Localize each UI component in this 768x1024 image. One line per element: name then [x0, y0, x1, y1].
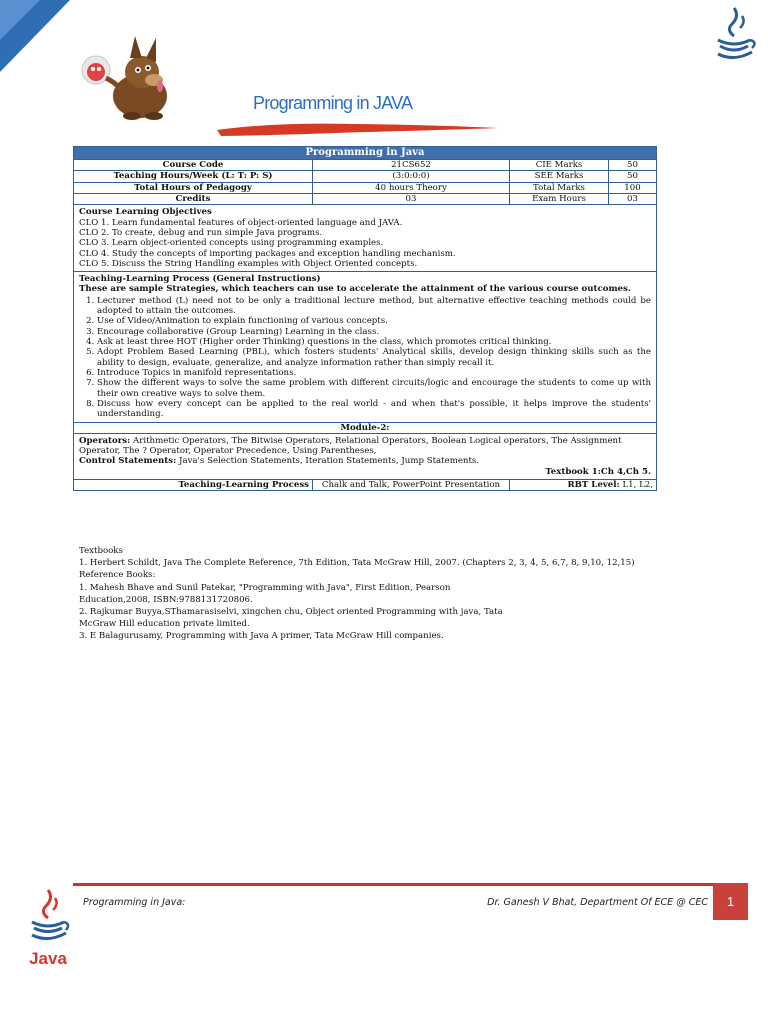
page-number: 1 [713, 883, 748, 920]
clo-item: CLO 3. Learn object-oriented concepts using programming examples. [79, 238, 384, 249]
footer-divider [73, 883, 713, 886]
course-table [73, 146, 657, 491]
tlp-item: 8. Discuss how every concept can be applied to the real world - and when that's possible, it helps improve the students' understanding. [97, 399, 651, 420]
tlp-item: 4. Ask at least three HOT (Higher order Thinking) questions in the class, which promotes critical thinking. [97, 337, 651, 347]
java-logo-icon [710, 4, 760, 64]
control-label: Control Statements: [79, 456, 177, 467]
row-label: Credits [74, 193, 313, 204]
table-row [74, 182, 657, 193]
reference-line: 2. Rajkumar Buyya,SThamarasiselvi, xingchen chu, Object oriented Programming with java, Tata [79, 607, 503, 618]
row-key-value: 100 [609, 182, 657, 193]
row-key-value: 50 [609, 160, 657, 171]
page-title: Programming in JAVA [253, 93, 413, 113]
row-key: Exam Hours [510, 193, 609, 204]
tlp-item: 7. Show the different ways to solve the same problem with different circuits/logic and encourage the students to come up with their own creative ways to solve them. [97, 378, 651, 399]
tlp-item: 1. Lecturer method (L) need not to be only a traditional lecture method, but alternative effective teaching methods could be adopted to attain the outcomes. [97, 296, 651, 317]
footer-author: Dr. Ganesh V Bhat, Department Of ECE @ CEC [487, 897, 708, 908]
row-value: (3:0:0:0) [313, 171, 510, 182]
row-label: Course Code [74, 160, 313, 171]
clo-item: CLO 5. Discuss the String Handling examples with Object Oriented concepts. [79, 258, 418, 269]
clo-heading: Course Learning Objectives [79, 207, 212, 218]
tlp-subheading: These are sample Strategies, which teachers can use to accelerate the attainment of the various course outcomes. [79, 284, 631, 295]
table-row [74, 160, 657, 171]
java-logo-text: Java [29, 949, 67, 968]
reference-line: Textbooks [79, 546, 123, 556]
operators-label: Operators: [79, 435, 131, 446]
row-key: Total Marks [510, 182, 609, 193]
course-table-title: Programming in Java [74, 147, 657, 160]
control-text: Java's Selection Statements, Iteration Statements, Jump Statements. [176, 456, 480, 467]
operators-text: Arithmetic Operators, The Bitwise Operators, Relational Operators, Boolean Logical operators, The Assignment Operator, The ? Operator, Operator Precedence, Using Parentheses, [79, 435, 622, 457]
corner-decoration [0, 0, 70, 72]
rbt-value: L1, L2, [619, 480, 653, 491]
footer-course-title: Programming in Java: [83, 897, 186, 908]
tlp-item: 6. Introduce Topics in manifold representations. [97, 368, 651, 378]
table-row [74, 480, 657, 491]
clo-section [74, 205, 657, 272]
tlp-item: 2. Use of Video/Animation to explain functioning of various concepts. [97, 316, 651, 326]
module-title: Module-2: [74, 422, 657, 433]
clo-item: CLO 1. Learn fundamental features of object-oriented language and JAVA. [79, 217, 403, 228]
tlp-heading: Teaching-Learning Process (General Instructions) [79, 274, 321, 285]
module-content [74, 433, 657, 479]
row-value: 40 hours Theory [313, 182, 510, 193]
java-logo-bottom-icon [24, 888, 72, 968]
tlp-item: 5. Adopt Problem Based Learning (PBL), which fosters students' Analytical skills, develop design thinking skills such as the ability to design, evaluate, generalize, and analyze information rather than simply recall it. [97, 347, 651, 368]
row-key: CIE Marks [510, 160, 609, 171]
row-label: Teaching Hours/Week (L: T: P: S) [74, 171, 313, 182]
row-label: Total Hours of Pedagogy [74, 182, 313, 193]
reference-line: McGraw Hill education private limited. [79, 619, 250, 630]
row-value: 03 [313, 193, 510, 204]
clo-item: CLO 2. To create, debug and run simple Java programs. [79, 227, 323, 238]
dog-mascot-image [80, 30, 180, 122]
row-key: SEE Marks [510, 171, 609, 182]
tlp-row-value: Chalk and Talk, PowerPoint Presentation [313, 480, 510, 491]
reference-line: Education,2008, ISBN:9788131720806. [79, 594, 253, 605]
reference-line: Reference Books: [79, 570, 156, 581]
row-key-value: 03 [609, 193, 657, 204]
brush-stroke-decoration [215, 120, 500, 138]
table-row [74, 171, 657, 182]
teaching-process-section [74, 272, 657, 422]
textbook-reference: Textbook 1:Ch 4,Ch 5. [545, 466, 651, 477]
reference-line: 1. Herbert Schildt, Java The Complete Reference, 7th Edition, Tata McGraw Hill, 2007. (Chapters 2, 3, 4, 5, 6,7, 8, 9,10, 12,15) [79, 558, 635, 569]
rbt-label: RBT Level: [567, 480, 620, 491]
tlp-row-label: Teaching-Learning Process [74, 480, 313, 491]
table-row [74, 193, 657, 204]
reference-line: 1. Mahesh Bhave and Sunil Patekar, "Programming with Java", First Edition, Pearson [79, 582, 451, 593]
row-value: 21CS652 [313, 160, 510, 171]
tlp-item: 3. Encourage collaborative (Group Learning) Learning in the class. [97, 327, 651, 337]
references-section [79, 545, 639, 643]
row-key-value: 50 [609, 171, 657, 182]
clo-item: CLO 4. Study the concepts of importing packages and exception handling mechanism. [79, 248, 456, 259]
reference-line: 3. E Balagurusamy, Programming with Java A primer, Tata McGraw Hill companies. [79, 631, 444, 642]
